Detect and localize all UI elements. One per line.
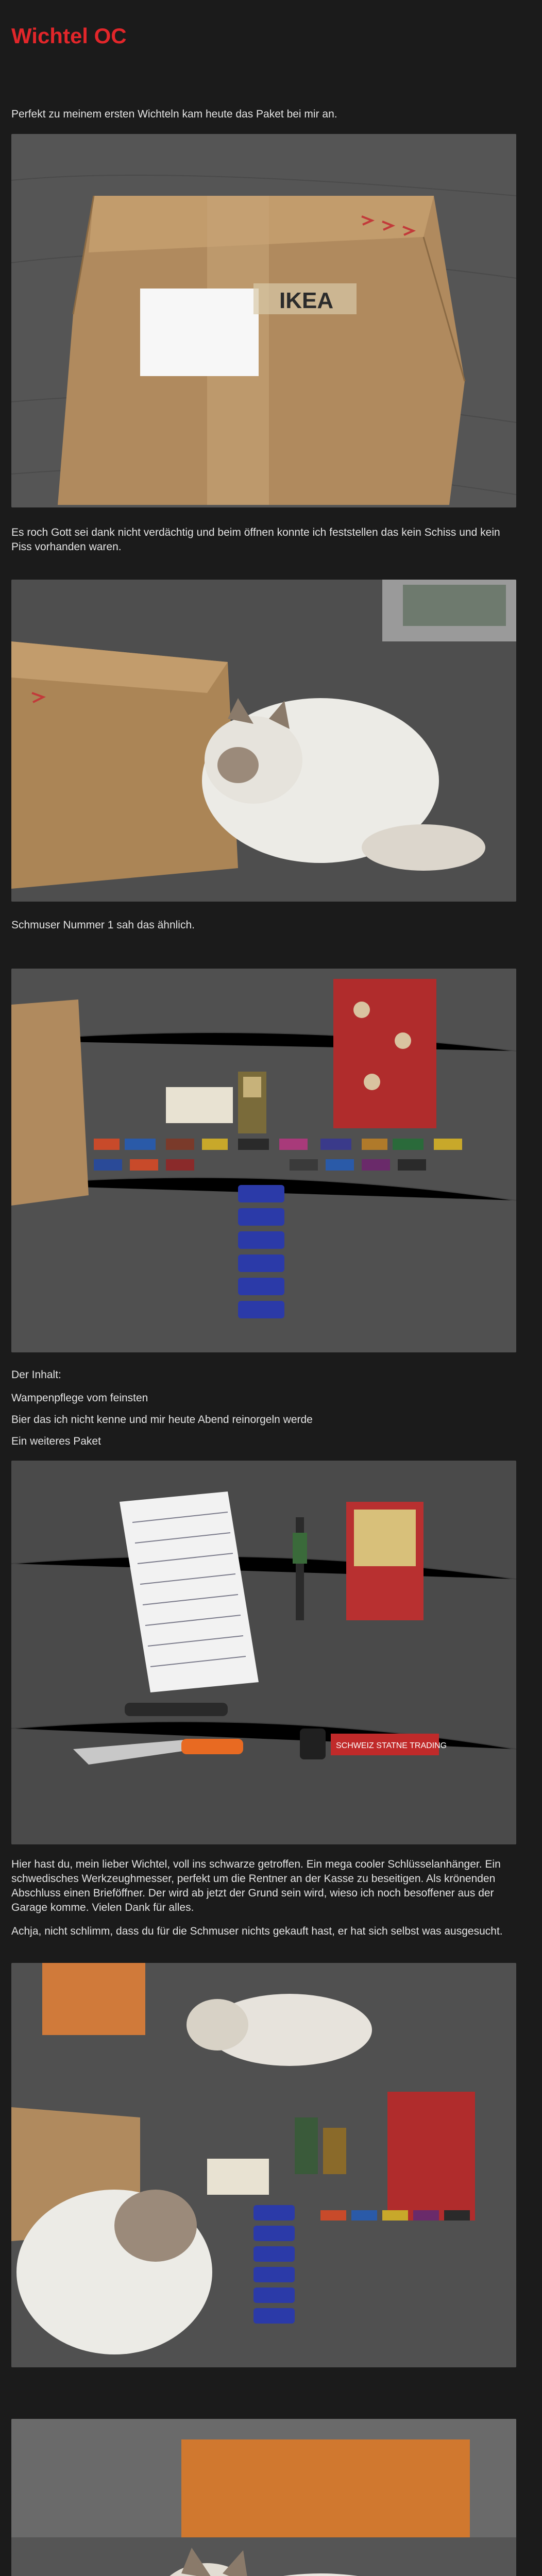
cat-lying-image bbox=[11, 2419, 516, 2576]
package-image bbox=[11, 134, 516, 507]
photo-package bbox=[11, 134, 516, 507]
box-brand-text: IKEA bbox=[279, 288, 334, 313]
paragraph-thanks: Hier hast du, mein lieber Wichtel, voll ins schwarze getroffen. Ein mega cooler Schlüsselanhänger. Ein schwedisches Werkzeughmesser, perfekt um die Rentner an der Kasse zu beseitigen. Als krönenden Abschluss einen Brieföffner. Der wird ab jetzt der Grund sein wird, wieso ich noch besoffener aus der Garage komme. Vielen Dank für alles. bbox=[11, 1858, 501, 1913]
photo-contents bbox=[11, 969, 516, 1352]
gifts-image bbox=[11, 1461, 516, 1844]
cat-box-image bbox=[11, 580, 516, 902]
photo-cat-lying bbox=[11, 2419, 516, 2576]
paragraph-smell: Es roch Gott sei dank nicht verdächtig und beim öffnen konnte ich feststellen das kein Schiss und kein Piss vorhanden waren. bbox=[11, 527, 500, 553]
photo-cat-box bbox=[11, 580, 516, 902]
keychain-text: SCHWEIZ STATNE TRADING bbox=[336, 1741, 447, 1750]
paragraph-cat-one: Schmuser Nummer 1 sah das ähnlich. bbox=[11, 919, 195, 931]
photo-gifts bbox=[11, 1461, 516, 1844]
paragraph-contents-item-1: Wampenpflege vom feinsten bbox=[11, 1392, 148, 1404]
paragraph-cats-note: Achja, nicht schlimm, dass du für die Schmuser nichts gekauft hast, er hat sich selbst was ausgesucht. bbox=[11, 1925, 503, 1937]
page-title: Wichtel OC bbox=[11, 24, 127, 48]
contents-image bbox=[11, 969, 516, 1352]
paragraph-intro: Perfekt zu meinem ersten Wichteln kam heute das Paket bei mir an. bbox=[11, 108, 337, 120]
photo-cats-contents bbox=[11, 1963, 516, 2367]
paragraph-contents-item-3: Ein weiteres Paket bbox=[11, 1435, 101, 1447]
paragraph-contents-item-2: Bier das ich nicht kenne und mir heute Abend reinorgeln werde bbox=[11, 1414, 313, 1426]
cats-contents-image bbox=[11, 1963, 516, 2367]
paragraph-contents-heading: Der Inhalt: bbox=[11, 1369, 61, 1381]
